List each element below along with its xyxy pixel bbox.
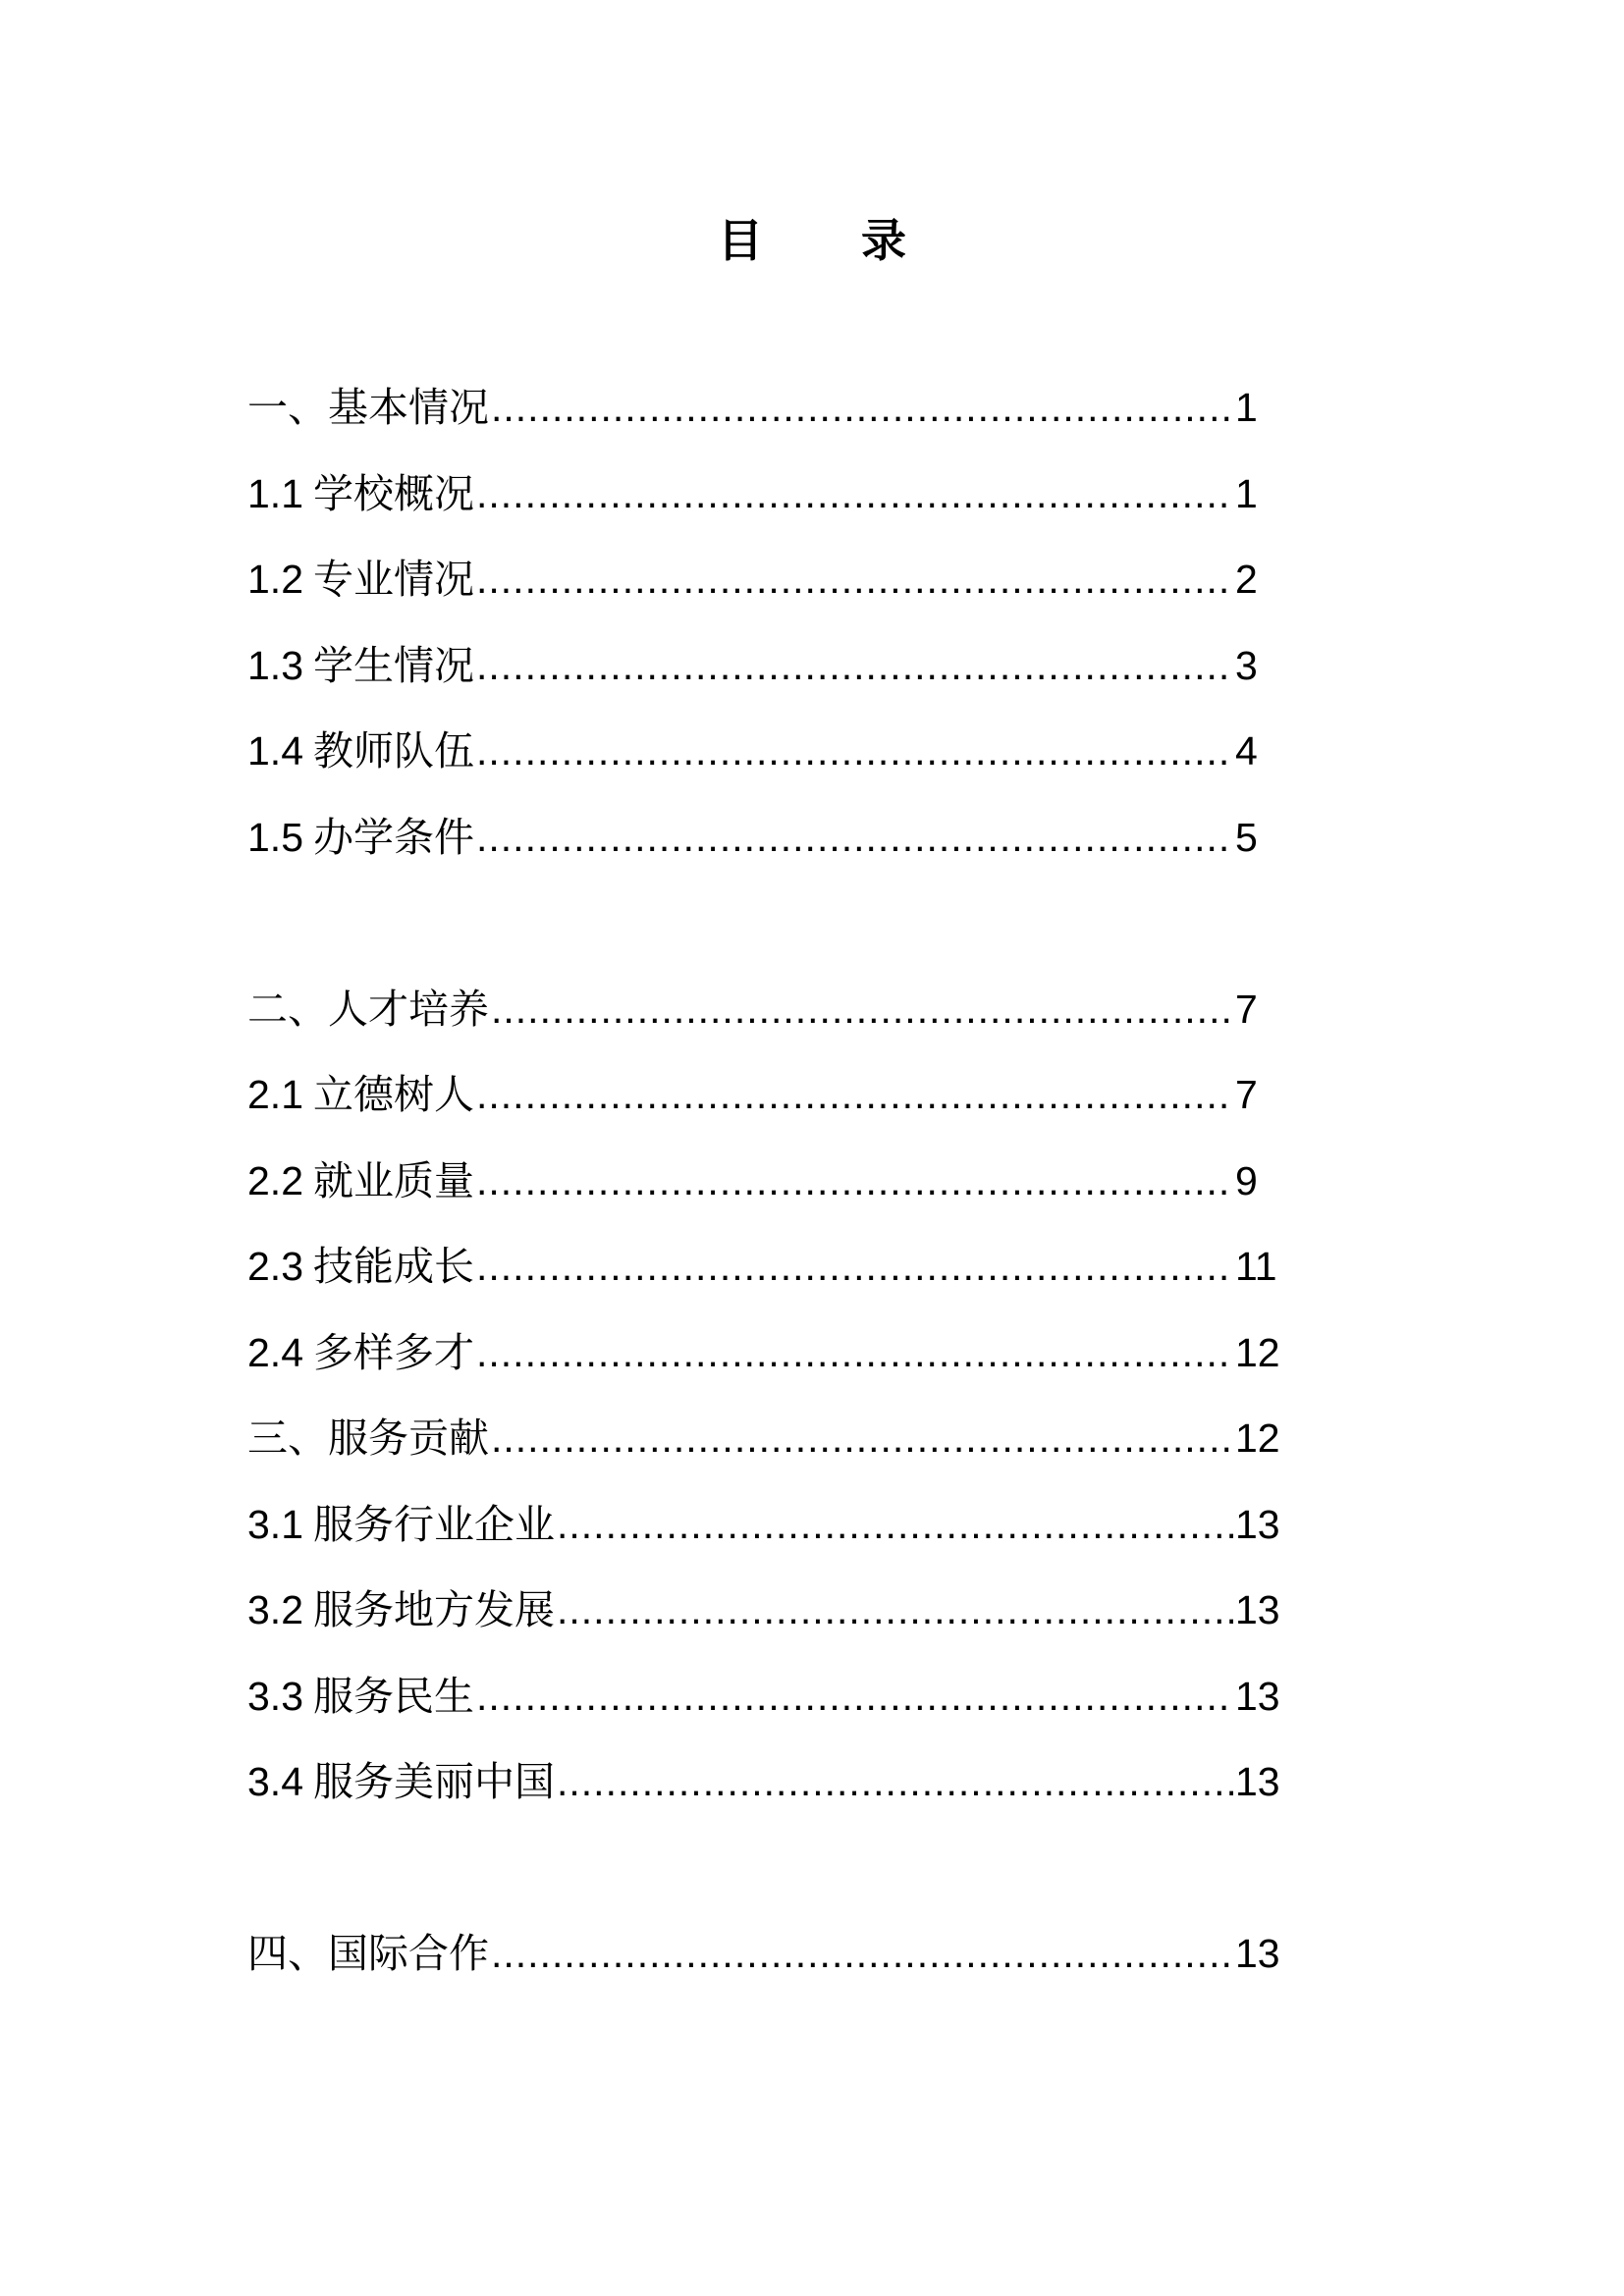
toc-entry-number: 2.2 xyxy=(247,1157,303,1203)
toc-entry-label: 办学条件 xyxy=(313,813,474,861)
toc-entry-label: 技能成长 xyxy=(313,1243,474,1290)
toc-leader xyxy=(557,1580,1233,1639)
toc-leader xyxy=(476,1237,1233,1296)
toc-leader xyxy=(476,1065,1233,1124)
toc-leader xyxy=(476,636,1233,695)
toc-leader xyxy=(476,721,1233,780)
toc-entry-3-2[interactable] xyxy=(247,1580,1280,1639)
toc-entry-page: 13 xyxy=(1235,1501,1280,1547)
toc-entry-page: 12 xyxy=(1235,1415,1280,1461)
toc-entry-page: 2 xyxy=(1235,557,1258,602)
toc-entry-number: 1.5 xyxy=(247,814,303,860)
toc-entry-page: 13 xyxy=(1235,1587,1280,1632)
toc-entry-page: 7 xyxy=(1235,986,1258,1032)
toc-entry-page: 13 xyxy=(1235,1673,1280,1719)
toc-entry-3-1[interactable] xyxy=(247,1495,1280,1554)
toc-leader xyxy=(557,1495,1233,1554)
toc-entry-number: 3.2 xyxy=(247,1587,303,1632)
toc-entry-section-3[interactable] xyxy=(247,1409,1280,1468)
toc-entry-1-4[interactable] xyxy=(247,721,1280,780)
toc-entry-page: 1 xyxy=(1235,385,1258,430)
toc-entry-number: 3.3 xyxy=(247,1673,303,1719)
toc-entry-page: 5 xyxy=(1235,814,1258,860)
toc-entry-section-4[interactable] xyxy=(247,1924,1280,1983)
toc-entry-page: 4 xyxy=(1235,728,1258,774)
toc-entry-number: 1.3 xyxy=(247,642,303,688)
toc-entry-1-1[interactable] xyxy=(247,464,1280,523)
toc-entry-section-2[interactable] xyxy=(247,980,1280,1039)
toc-entry-number: 2.3 xyxy=(247,1244,303,1289)
toc-leader xyxy=(491,378,1233,437)
toc-title: 目 录 xyxy=(717,214,947,267)
toc-entry-page: 13 xyxy=(1235,1759,1280,1804)
toc-entry-page: 11 xyxy=(1235,1244,1277,1289)
toc-entry-2-3[interactable] xyxy=(247,1237,1280,1296)
toc-entry-label: 教师队伍 xyxy=(313,727,474,774)
toc-entry-label: 学生情况 xyxy=(313,641,474,689)
toc-leader xyxy=(476,464,1233,523)
toc-entry-number: 3.4 xyxy=(247,1759,303,1804)
toc-entry-page: 13 xyxy=(1235,1931,1280,1976)
toc-entry-page: 1 xyxy=(1235,470,1258,516)
toc-entry-label: 服务美丽中国 xyxy=(313,1758,555,1805)
toc-entry-page: 7 xyxy=(1235,1072,1258,1117)
toc-leader xyxy=(476,808,1233,867)
toc-entry-label: 专业情况 xyxy=(313,556,474,603)
toc-entry-label: 就业质量 xyxy=(313,1156,474,1204)
toc-entry-label: 立德树人 xyxy=(313,1071,474,1118)
toc-leader xyxy=(476,1323,1233,1382)
toc-entry-label: 学校概况 xyxy=(313,469,474,517)
toc-entry-number: 1.2 xyxy=(247,557,303,602)
toc-entry-label: 一、基本情况 xyxy=(247,384,489,431)
toc-entry-label: 服务行业企业 xyxy=(313,1500,555,1548)
toc-leader xyxy=(557,1752,1233,1811)
toc-entry-2-4[interactable] xyxy=(247,1323,1280,1382)
toc-entry-label: 服务民生 xyxy=(313,1672,474,1720)
toc-list xyxy=(247,378,1280,2010)
toc-leader xyxy=(491,980,1233,1039)
toc-entry-3-4[interactable] xyxy=(247,1752,1280,1811)
toc-leader xyxy=(491,1924,1233,1983)
toc-leader xyxy=(476,1151,1233,1210)
toc-entry-section-1[interactable] xyxy=(247,378,1280,437)
toc-entry-number: 3.1 xyxy=(247,1501,303,1547)
toc-leader xyxy=(491,1409,1233,1468)
toc-entry-label: 二、人才培养 xyxy=(247,985,489,1033)
toc-entry-label: 三、服务贡献 xyxy=(247,1415,489,1462)
toc-entry-2-2[interactable] xyxy=(247,1151,1280,1210)
toc-entry-1-5[interactable] xyxy=(247,808,1280,867)
toc-entry-page: 12 xyxy=(1235,1329,1280,1375)
toc-entry-label: 多样多才 xyxy=(313,1328,474,1376)
toc-entry-label: 服务地方发展 xyxy=(313,1586,555,1633)
toc-entry-2-1[interactable] xyxy=(247,1065,1280,1124)
toc-entry-1-2[interactable] xyxy=(247,550,1280,609)
toc-entry-number: 1.1 xyxy=(247,470,303,516)
toc-entry-page: 9 xyxy=(1235,1157,1258,1203)
toc-entry-number: 2.1 xyxy=(247,1072,303,1117)
toc-entry-3-3[interactable] xyxy=(247,1667,1280,1726)
toc-entry-1-3[interactable] xyxy=(247,636,1280,695)
toc-entry-number: 2.4 xyxy=(247,1329,303,1375)
toc-leader xyxy=(476,550,1233,609)
toc-entry-label: 四、国际合作 xyxy=(247,1930,489,1977)
toc-entry-page: 3 xyxy=(1235,642,1258,688)
toc-leader xyxy=(476,1667,1233,1726)
toc-entry-number: 1.4 xyxy=(247,728,303,774)
